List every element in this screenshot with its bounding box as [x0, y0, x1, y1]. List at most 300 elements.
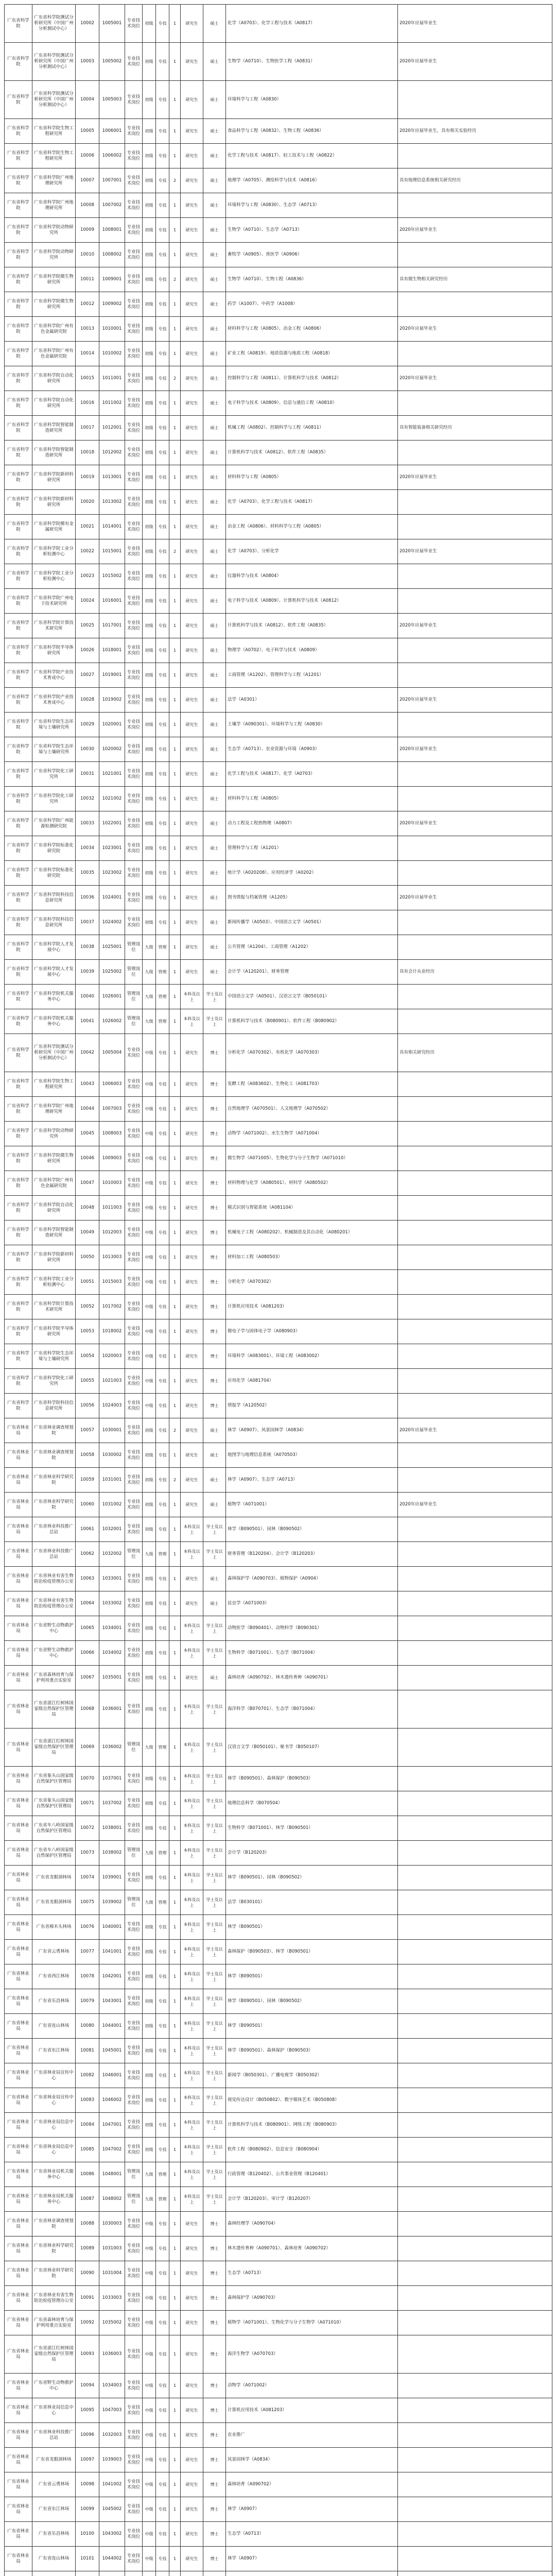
position-kind-cell: 管理 [156, 2187, 169, 2212]
requirements-cell [398, 1728, 552, 1767]
education-cell: 研究生 [181, 1493, 203, 1517]
unit-name-cell: 广东省科学院新材料研究所 [32, 1245, 76, 1270]
position-kind-cell: 专技 [156, 1767, 169, 1791]
education-cell: 研究生 [181, 267, 203, 292]
headcount-cell: 1 [169, 1196, 181, 1221]
department-cell: 广东省林业局 [5, 2162, 32, 2187]
position-code-cell: 1037002 [99, 1791, 125, 1816]
unit-name-cell: 广东省科学院机关服务中心 [32, 1009, 76, 1034]
position-type-cell: 专业技术岗位 [125, 2423, 143, 2448]
position-level-cell: 初级 [143, 787, 156, 811]
position-kind-cell: 专技 [156, 589, 169, 614]
position-code-cell: 1033002 [99, 1591, 125, 1616]
table-row [5, 539, 552, 564]
position-type-cell: 专业技术岗位 [125, 539, 143, 564]
position-type-cell: 管理岗位 [125, 1841, 143, 1866]
unit-code-cell: 10069 [76, 1728, 99, 1767]
unit-name-cell: 广东省林业科学研究院 [32, 1493, 76, 1517]
requirements-cell [398, 1097, 552, 1122]
major-cell: 生物学（A0710）、生物工程（A0836） [226, 267, 398, 292]
position-type-cell: 专业技术岗位 [125, 2138, 143, 2162]
headcount-cell: 1 [169, 2187, 181, 2212]
position-level-cell: 九级 [143, 2187, 156, 2212]
unit-name-cell: 广东省科学院广州能源检测研究院 [32, 811, 76, 836]
education-cell: 研究生 [181, 2497, 203, 2522]
education-cell: 研究生 [181, 342, 203, 366]
requirements-cell [398, 1641, 552, 1666]
unit-name-cell: 广东省科学院广州电子技术研究所 [32, 589, 76, 614]
education-cell: 研究生 [181, 292, 203, 317]
table-row [5, 144, 552, 168]
degree-cell: 硕士 [203, 416, 226, 440]
position-type-cell: 专业技术岗位 [125, 342, 143, 366]
degree-cell: 硕士 [203, 638, 226, 663]
unit-name-cell: 广东省科学院自动化研究所 [32, 1196, 76, 1221]
unit-code-cell: 10048 [76, 1196, 99, 1221]
headcount-cell: 1 [169, 1641, 181, 1666]
unit-code-cell: 10045 [76, 1122, 99, 1146]
table-row [5, 416, 552, 440]
unit-name-cell: 广东省野生动物救护中心 [32, 2374, 76, 2398]
table-row [5, 2522, 552, 2547]
position-level-cell: 中级 [143, 1245, 156, 1270]
degree-cell: 学士及以上 [203, 1517, 226, 1542]
position-code-cell: 1025002 [99, 960, 125, 985]
headcount-cell: 1 [169, 1940, 181, 1964]
education-cell: 本科及以上 [181, 1690, 203, 1728]
position-type-cell: 专业技术岗位 [125, 1989, 143, 2014]
position-level-cell: 九级 [143, 1542, 156, 1567]
position-kind-cell: 专技 [156, 2311, 169, 2335]
education-cell: 本科及以上 [181, 2039, 203, 2063]
position-level-cell: 九级 [143, 960, 156, 985]
position-type-cell: 专业技术岗位 [125, 1319, 143, 1344]
position-kind-cell: 专技 [156, 1791, 169, 1816]
requirements-cell [398, 564, 552, 589]
position-type-cell: 专业技术岗位 [125, 1270, 143, 1295]
major-cell: 生物学（A0710）、生物医学工程（A0831） [226, 43, 398, 81]
position-code-cell: 1015001 [99, 539, 125, 564]
table-row [5, 2423, 552, 2448]
unit-name-cell: 广东省科学院人才发展中心 [32, 960, 76, 985]
table-row [5, 1344, 552, 1369]
department-cell: 广东省科学院 [5, 490, 32, 515]
degree-cell: 博士 [203, 1122, 226, 1146]
position-level-cell: 中级 [143, 1034, 156, 1072]
major-cell: 食品科学与工程（A0832）、生物工程（A0836） [226, 119, 398, 144]
table-row [5, 1171, 552, 1196]
department-cell: 广东省林业局 [5, 1418, 32, 1443]
position-level-cell: 初级 [143, 1493, 156, 1517]
headcount-cell: 1 [169, 836, 181, 861]
unit-name-cell: 广东省林业调查规划院 [32, 1443, 76, 1468]
education-cell: 研究生 [181, 589, 203, 614]
position-level-cell: 初级 [143, 2063, 156, 2088]
table-row [5, 1196, 552, 1221]
position-code-cell: 1036002 [99, 1728, 125, 1767]
position-type-cell: 专业技术岗位 [125, 614, 143, 638]
degree-cell: 学士及以上 [203, 985, 226, 1009]
position-code-cell: 1006003 [99, 1072, 125, 1097]
requirements-cell [398, 787, 552, 811]
table-row [5, 1940, 552, 1964]
position-type-cell: 专业技术岗位 [125, 663, 143, 688]
position-code-cell: 1008001 [99, 218, 125, 243]
position-level-cell: 初级 [143, 1690, 156, 1728]
major-cell: 视觉传达设计（B050802）、数字媒体艺术（B050808） [226, 2088, 398, 2113]
degree-cell: 学士及以上 [203, 1728, 226, 1767]
degree-cell: 硕士 [203, 910, 226, 935]
department-cell: 广东省科学院 [5, 193, 32, 218]
position-level-cell: 九级 [143, 1728, 156, 1767]
requirements-cell [398, 243, 552, 267]
headcount-cell: 1 [169, 614, 181, 638]
major-cell: 新闻学（B050301）、广播电视学（B050302） [226, 2063, 398, 2088]
degree-cell: 学士及以上 [203, 1890, 226, 1915]
position-kind-cell: 专技 [156, 2113, 169, 2138]
position-kind-cell: 专技 [156, 5, 169, 43]
degree-cell: 博士 [203, 2497, 226, 2522]
requirements-cell [398, 2014, 552, 2039]
position-type-cell: 专业技术岗位 [125, 317, 143, 342]
table-row [5, 2187, 552, 2212]
position-type-cell: 专业技术岗位 [125, 490, 143, 515]
unit-name-cell: 广东省湛江红树林国家级自然保护区管理局 [32, 2335, 76, 2374]
position-level-cell: 中级 [143, 1146, 156, 1171]
position-kind-cell: 专技 [156, 1270, 169, 1295]
position-type-cell: 专业技术岗位 [125, 1468, 143, 1493]
requirements-cell: 2020年应届毕业生 [398, 43, 552, 81]
position-level-cell: 中级 [143, 1295, 156, 1319]
unit-code-cell: 10024 [76, 589, 99, 614]
position-level-cell: 初级 [143, 564, 156, 589]
position-kind-cell: 专技 [156, 119, 169, 144]
degree-cell: 学士及以上 [203, 2113, 226, 2138]
position-kind-cell: 专技 [156, 292, 169, 317]
major-cell: 会计学（B120203）、审计学（B120207） [226, 2187, 398, 2212]
table-row [5, 465, 552, 490]
requirements-cell [398, 2398, 552, 2423]
headcount-cell: 1 [169, 2522, 181, 2547]
requirements-cell [398, 490, 552, 515]
education-cell: 研究生 [181, 2423, 203, 2448]
headcount-cell: 1 [169, 2014, 181, 2039]
major-cell: 材料科学与工程（A0805） [226, 787, 398, 811]
position-kind-cell: 专技 [156, 2374, 169, 2398]
major-cell: 植物学（A071001） [226, 1493, 398, 1517]
unit-name-cell: 广东省野生动物救护中心 [32, 1641, 76, 1666]
position-code-cell: 1045001 [99, 2039, 125, 2063]
unit-code-cell: 10101 [76, 2547, 99, 2571]
position-kind-cell: 专技 [156, 1616, 169, 1641]
table-row [5, 836, 552, 861]
position-type-cell: 专业技术岗位 [125, 81, 143, 119]
major-cell: 生态学（A0713）、农业资源与环境（A0903） [226, 737, 398, 762]
major-cell: 森林培育（A090702）、林木遗传育种（A090701） [226, 1666, 398, 1690]
unit-code-cell: 10097 [76, 2448, 99, 2472]
unit-code-cell: 10039 [76, 960, 99, 985]
position-type-cell: 专业技术岗位 [125, 144, 143, 168]
education-cell: 研究生 [181, 2335, 203, 2374]
unit-name-cell: 广东省科学院生物工程研究所 [32, 144, 76, 168]
position-type-cell: 专业技术岗位 [125, 1097, 143, 1122]
requirements-cell [398, 1690, 552, 1728]
unit-code-cell: 10049 [76, 1221, 99, 1245]
education-cell: 本科及以上 [181, 2088, 203, 2113]
department-cell: 广东省科学院 [5, 292, 32, 317]
table-row [5, 2063, 552, 2088]
position-code-cell: 1026001 [99, 985, 125, 1009]
major-cell: 林学（A0907） [226, 2547, 398, 2571]
requirements-cell [398, 1319, 552, 1344]
table-row [5, 2162, 552, 2187]
education-cell: 研究生 [181, 391, 203, 416]
position-type-cell: 管理岗位 [125, 2187, 143, 2212]
requirements-cell [398, 836, 552, 861]
position-kind-cell: 专技 [156, 713, 169, 737]
education-cell: 研究生 [181, 43, 203, 81]
education-cell: 研究生 [181, 1072, 203, 1097]
major-cell: 动物医学（B090401）、动物科学（B090301） [226, 1616, 398, 1641]
education-cell: 本科及以上 [181, 1940, 203, 1964]
unit-name-cell: 广东省科学院广州有色金属研究院 [32, 342, 76, 366]
position-type-cell: 专业技术岗位 [125, 218, 143, 243]
requirements-cell [398, 2039, 552, 2063]
table-row [5, 589, 552, 614]
education-cell: 研究生 [181, 1418, 203, 1443]
table-row [5, 1097, 552, 1122]
major-cell: 畜牧学（A0905）、兽医学（A0906） [226, 243, 398, 267]
position-type-cell: 专业技术岗位 [125, 1196, 143, 1221]
degree-cell: 硕士 [203, 1567, 226, 1591]
department-cell: 广东省林业局 [5, 1443, 32, 1468]
position-code-cell: 1016001 [99, 589, 125, 614]
department-cell: 广东省林业局 [5, 1468, 32, 1493]
position-level-cell: 初级 [143, 43, 156, 81]
position-code-cell: 1042001 [99, 1964, 125, 1989]
position-kind-cell: 专技 [156, 1690, 169, 1728]
position-kind-cell: 管理 [156, 985, 169, 1009]
department-cell: 广东省科学院 [5, 861, 32, 886]
position-code-cell: 1009002 [99, 292, 125, 317]
headcount-cell: 1 [169, 81, 181, 119]
position-code-cell: 1041001 [99, 1940, 125, 1964]
position-level-cell: 初级 [143, 1567, 156, 1591]
position-type-cell: 专业技术岗位 [125, 1443, 143, 1468]
unit-name-cell: 广东省科学院计算技术研究所 [32, 614, 76, 638]
unit-code-cell: 10100 [76, 2522, 99, 2547]
headcount-cell: 1 [169, 119, 181, 144]
position-kind-cell: 专技 [156, 688, 169, 713]
education-cell: 研究生 [181, 886, 203, 910]
unit-code-cell: 10070 [76, 1767, 99, 1791]
position-code-cell: 1008002 [99, 243, 125, 267]
major-cell: 生物科学（B071001）、林学（B090501） [226, 1816, 398, 1841]
requirements-cell [398, 1666, 552, 1690]
headcount-cell: 2 [169, 1468, 181, 1493]
unit-name-cell: 广东省科学院广州地理研究所 [32, 193, 76, 218]
education-cell: 本科及以上 [181, 1915, 203, 1940]
position-level-cell: 初级 [143, 1767, 156, 1791]
degree-cell: 硕士 [203, 1493, 226, 1517]
requirements-cell [398, 985, 552, 1009]
position-kind-cell: 专技 [156, 144, 169, 168]
degree-cell: 硕士 [203, 5, 226, 43]
position-level-cell: 初级 [143, 1866, 156, 1890]
position-kind-cell: 专技 [156, 1866, 169, 1890]
education-cell: 研究生 [181, 1295, 203, 1319]
headcount-cell: 1 [169, 762, 181, 787]
requirements-cell [398, 2063, 552, 2088]
department-cell: 广东省林业局 [5, 1866, 32, 1890]
education-cell: 研究生 [181, 960, 203, 985]
education-cell: 研究生 [181, 440, 203, 465]
requirements-cell [398, 2547, 552, 2571]
education-cell: 研究生 [181, 2522, 203, 2547]
education-cell: 本科及以上 [181, 1890, 203, 1915]
position-code-cell: 1013002 [99, 490, 125, 515]
department-cell: 广东省林业局 [5, 2374, 32, 2398]
department-cell: 广东省科学院 [5, 564, 32, 589]
department-cell: 广东省科学院 [5, 886, 32, 910]
major-cell: 林学（B090501） [226, 2014, 398, 2039]
major-cell: 生态学（A0713） [226, 2261, 398, 2286]
position-kind-cell: 专技 [156, 317, 169, 342]
degree-cell: 博士 [203, 1369, 226, 1394]
table-row [5, 1122, 552, 1146]
position-kind-cell: 专技 [156, 243, 169, 267]
position-type-cell: 专业技术岗位 [125, 119, 143, 144]
unit-code-cell: 10025 [76, 614, 99, 638]
position-type-cell: 专业技术岗位 [125, 243, 143, 267]
position-code-cell: 1010002 [99, 342, 125, 366]
position-type-cell: 专业技术岗位 [125, 416, 143, 440]
requirements-cell [398, 1767, 552, 1791]
education-cell: 研究生 [181, 1245, 203, 1270]
degree-cell: 硕士 [203, 515, 226, 539]
position-code-cell: 1007002 [99, 193, 125, 218]
education-cell: 研究生 [181, 836, 203, 861]
education-cell: 研究生 [181, 1319, 203, 1344]
department-cell: 广东省科学院 [5, 317, 32, 342]
position-code-cell: 1020002 [99, 737, 125, 762]
unit-code-cell: 10092 [76, 2311, 99, 2335]
table-row [5, 2472, 552, 2497]
unit-code-cell: 10023 [76, 564, 99, 589]
degree-cell: 博士 [203, 2286, 226, 2311]
unit-name-cell: 广东省野生动物救护中心 [32, 1616, 76, 1641]
requirements-cell [398, 1146, 552, 1171]
position-type-cell [125, 2571, 143, 2576]
table-row [5, 2236, 552, 2261]
requirements-cell: 具有微生物相关研究经历 [398, 267, 552, 292]
unit-name-cell: 广东省西江林场 [32, 1964, 76, 1989]
headcount-cell: 1 [169, 737, 181, 762]
position-kind-cell: 专技 [156, 1295, 169, 1319]
department-cell: 广东省科学院 [5, 589, 32, 614]
department-cell: 广东省科学院 [5, 1344, 32, 1369]
unit-code-cell: 10084 [76, 2113, 99, 2138]
position-type-cell: 专业技术岗位 [125, 2448, 143, 2472]
requirements-cell [398, 713, 552, 737]
table-row [5, 267, 552, 292]
unit-name-cell: 广东省车八岭国家级自然保护区管理局 [32, 1841, 76, 1866]
unit-name-cell: 广东省科学院科技信息研究所 [32, 886, 76, 910]
position-code-cell: 1030001 [99, 1418, 125, 1443]
education-cell: 研究生 [181, 638, 203, 663]
position-level-cell: 中级 [143, 1221, 156, 1245]
requirements-cell [398, 1443, 552, 1468]
education-cell: 研究生 [181, 811, 203, 836]
position-level-cell: 九级 [143, 1841, 156, 1866]
position-kind-cell: 管理 [156, 1890, 169, 1915]
headcount-cell: 1 [169, 43, 181, 81]
position-code-cell: 1019002 [99, 688, 125, 713]
table-row [5, 43, 552, 81]
position-kind-cell: 专技 [156, 440, 169, 465]
department-cell: 广东省科学院 [5, 935, 32, 960]
requirements-cell: 2020年应届毕业生 [398, 366, 552, 391]
position-level-cell: 中级 [143, 2335, 156, 2374]
position-kind-cell: 专技 [156, 811, 169, 836]
position-type-cell: 专业技术岗位 [125, 2039, 143, 2063]
position-kind-cell: 专技 [156, 2261, 169, 2286]
major-cell: 林木遗传育种（A090701）、森林培育（A090702） [226, 2236, 398, 2261]
headcount-cell: 1 [169, 564, 181, 589]
table-row [5, 2261, 552, 2286]
position-type-cell: 专业技术岗位 [125, 2236, 143, 2261]
education-cell: 研究生 [181, 490, 203, 515]
education-cell: 本科及以上 [181, 1517, 203, 1542]
position-level-cell: 初级 [143, 1591, 156, 1616]
degree-cell: 学士及以上 [203, 1641, 226, 1666]
degree-cell: 硕士 [203, 836, 226, 861]
degree-cell: 硕士 [203, 539, 226, 564]
unit-code-cell: 10087 [76, 2187, 99, 2212]
position-kind-cell: 专技 [156, 1940, 169, 1964]
education-cell: 研究生 [181, 119, 203, 144]
position-kind-cell: 专技 [156, 737, 169, 762]
table-row [5, 1146, 552, 1171]
position-level-cell: 中级 [143, 1369, 156, 1394]
table-row [5, 1591, 552, 1616]
headcount-cell: 1 [169, 1295, 181, 1319]
position-kind-cell: 专技 [156, 861, 169, 886]
degree-cell: 博士 [203, 1270, 226, 1295]
unit-code-cell: 10054 [76, 1344, 99, 1369]
degree-cell: 学士及以上 [203, 1009, 226, 1034]
department-cell: 广东省科学院 [5, 1097, 32, 1122]
position-type-cell: 专业技术岗位 [125, 1072, 143, 1097]
unit-name-cell: 广东省云勇林场 [32, 1940, 76, 1964]
unit-code-cell: 10040 [76, 985, 99, 1009]
education-cell: 研究生 [181, 564, 203, 589]
department-cell: 广东省林业局 [5, 2497, 32, 2522]
position-code-cell: 1010001 [99, 317, 125, 342]
position-level-cell: 中级 [143, 2374, 156, 2398]
degree-cell: 硕士 [203, 43, 226, 81]
unit-code-cell: 10004 [76, 81, 99, 119]
degree-cell: 硕士 [203, 1468, 226, 1493]
headcount-cell: 1 [169, 1344, 181, 1369]
position-type-cell: 专业技术岗位 [125, 1915, 143, 1940]
major-cell: 生态学（A0713） [226, 2522, 398, 2547]
unit-name-cell: 广东省科学院生物工程研究所 [32, 119, 76, 144]
requirements-cell: 2020年应届毕业生 [398, 614, 552, 638]
major-cell: 林学（B090501）、森林保护（B090503） [226, 1767, 398, 1791]
unit-name-cell: 广东省林业有害生物防治检疫管理办公室 [32, 1567, 76, 1591]
position-code-cell: 1021002 [99, 787, 125, 811]
